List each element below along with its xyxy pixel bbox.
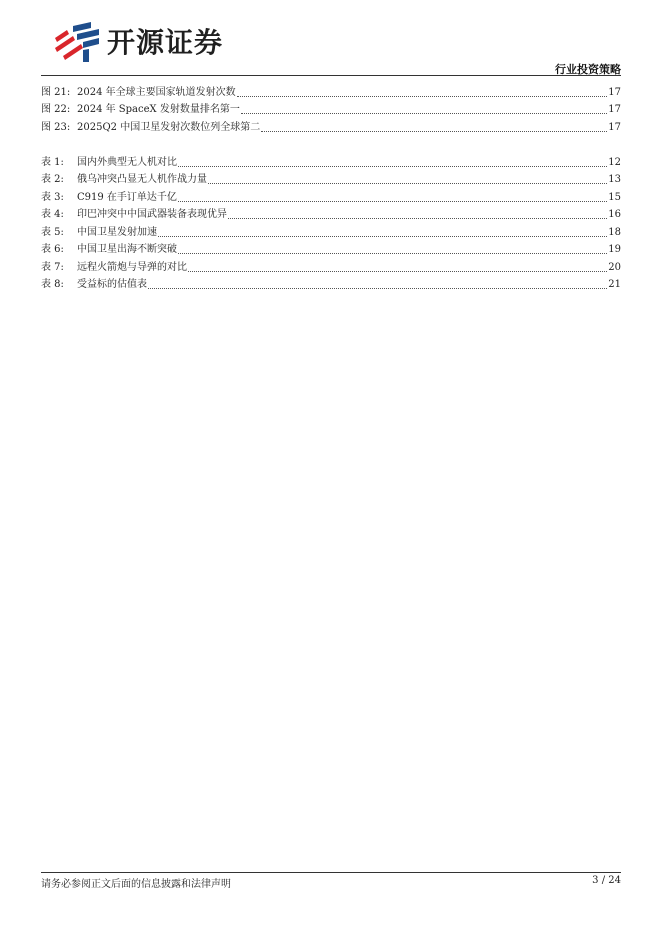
toc-page-number: 17 xyxy=(608,121,621,133)
report-type: 行业投资策略 xyxy=(555,63,621,76)
toc-item-table-2[interactable] xyxy=(41,170,621,188)
toc-item-figure-21[interactable] xyxy=(41,82,621,100)
toc-leader xyxy=(188,271,607,272)
toc-label: 表 8: xyxy=(41,279,64,290)
toc-title: 远程火箭炮与导弹的对比 xyxy=(77,261,187,273)
company-logo xyxy=(53,20,223,62)
toc-item-figure-22[interactable] xyxy=(41,100,621,118)
toc-label: 图 22: xyxy=(41,104,71,115)
footer-divider xyxy=(41,872,621,873)
toc-leader xyxy=(261,131,607,132)
toc-title: C919 在手订单达千亿 xyxy=(77,191,177,203)
footer-disclaimer: 请务必参阅正文后面的信息披露和法律声明 xyxy=(41,879,231,890)
toc-label: 表 7: xyxy=(41,261,64,273)
toc-label: 图 23: xyxy=(41,121,71,133)
header-divider xyxy=(41,75,621,76)
toc-label: 表 4: xyxy=(41,209,64,220)
kaiyuan-securities-logo-icon xyxy=(53,20,101,62)
toc-item-table-4[interactable] xyxy=(41,205,621,223)
toc-label: 表 6: xyxy=(41,244,64,255)
toc-item-table-8[interactable] xyxy=(41,275,621,293)
toc-leader xyxy=(158,236,607,237)
toc-page-number: 16 xyxy=(608,209,621,220)
toc-page-number: 20 xyxy=(608,261,621,273)
toc-page-number: 12 xyxy=(608,156,621,168)
toc-title: 受益标的估值表 xyxy=(77,279,147,290)
toc-title: 国内外典型无人机对比 xyxy=(77,156,177,168)
toc-label: 表 1: xyxy=(41,156,64,168)
toc-page-number: 13 xyxy=(608,174,621,185)
toc-label: 表 2: xyxy=(41,174,64,185)
toc-page-number: 17 xyxy=(608,104,621,115)
toc-item-table-7[interactable] xyxy=(41,257,621,275)
toc-leader xyxy=(178,166,607,167)
toc-title: 俄乌冲突凸显无人机作战力量 xyxy=(77,174,207,185)
toc-leader xyxy=(178,201,607,202)
brand-name: 开源证券 xyxy=(107,26,224,59)
toc-title: 2024 年 SpaceX 发射数量排名第一 xyxy=(77,104,240,115)
toc-page-number: 19 xyxy=(608,244,621,255)
toc-leader xyxy=(208,183,607,184)
toc-page-number: 17 xyxy=(608,86,621,98)
figure-index xyxy=(41,82,621,135)
toc-label: 表 5: xyxy=(41,226,64,238)
toc-title: 中国卫星出海不断突破 xyxy=(77,244,177,255)
toc-item-table-1[interactable] xyxy=(41,152,621,170)
toc-title: 2025Q2 中国卫星发射次数位列全球第二 xyxy=(77,121,261,133)
toc-leader xyxy=(241,113,607,114)
toc-title: 中国卫星发射加速 xyxy=(77,226,157,238)
toc-leader xyxy=(148,288,607,289)
toc-leader xyxy=(237,96,608,97)
toc-item-table-6[interactable] xyxy=(41,240,621,258)
toc-page-number: 21 xyxy=(608,279,621,290)
toc-item-table-3[interactable] xyxy=(41,187,621,205)
toc-title: 2024 年全球主要国家轨道发射次数 xyxy=(77,86,236,98)
toc-label: 图 21: xyxy=(41,86,71,98)
toc-page-number: 15 xyxy=(608,191,621,203)
toc-leader xyxy=(178,253,607,254)
toc-item-figure-23[interactable] xyxy=(41,117,621,135)
toc-label: 表 3: xyxy=(41,191,64,203)
toc-leader xyxy=(228,218,607,219)
table-index xyxy=(41,152,621,292)
page-indicator: 3 / 24 xyxy=(592,875,621,886)
toc-item-table-5[interactable] xyxy=(41,222,621,240)
toc-page-number: 18 xyxy=(608,226,621,238)
toc-title: 印巴冲突中中国武器装备表现优异 xyxy=(77,209,227,220)
